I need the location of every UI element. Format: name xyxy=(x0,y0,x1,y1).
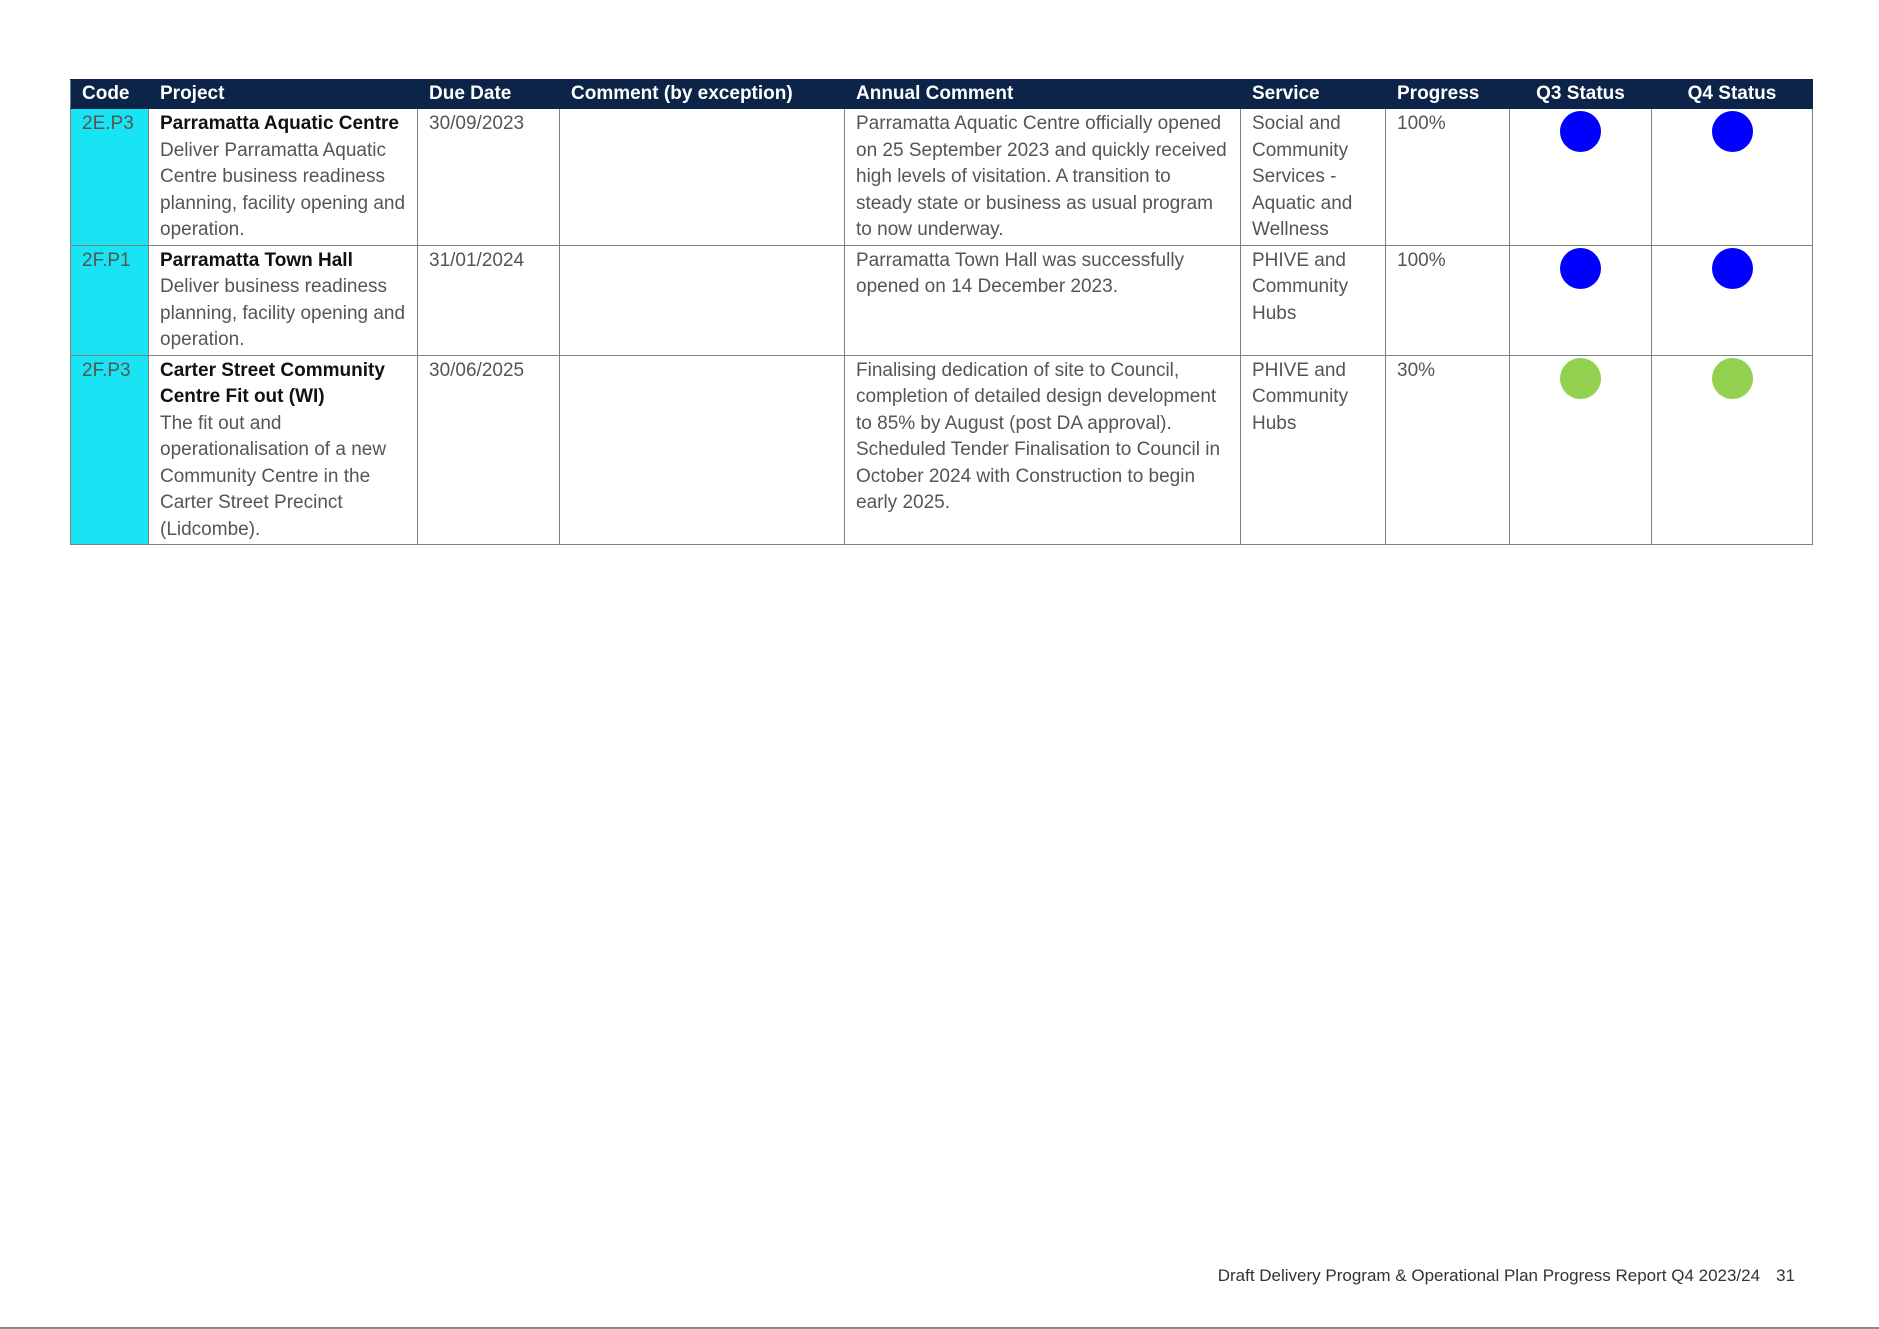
q3-status-dot-icon xyxy=(1560,248,1601,289)
comment-by-exception xyxy=(560,245,845,355)
project-cell xyxy=(149,355,418,545)
table-row xyxy=(71,355,1813,545)
due-date: 30/09/2023 xyxy=(418,109,560,246)
header-q3-status: Q3 Status xyxy=(1510,80,1652,109)
due-date: 31/01/2024 xyxy=(418,245,560,355)
project-description: Deliver business readiness planning, facility opening and operation. xyxy=(160,276,406,350)
header-code: Code xyxy=(71,80,149,109)
q3-status-cell xyxy=(1510,109,1652,246)
annual-comment: Parramatta Aquatic Centre officially opened on 25 September 2023 and quickly received high levels of visitation. A transition to steady state or business as usual program to now underway. xyxy=(845,109,1241,246)
q4-status-cell xyxy=(1652,109,1813,246)
project-title: Carter Street Community Centre Fit out (WI) xyxy=(160,359,385,407)
header-due-date: Due Date xyxy=(418,80,560,109)
comment-by-exception xyxy=(560,109,845,246)
q4-status-dot-icon xyxy=(1712,111,1753,152)
service: PHIVE and Community Hubs xyxy=(1241,245,1386,355)
progress: 100% xyxy=(1386,109,1510,246)
comment-by-exception xyxy=(560,355,845,545)
q4-status-cell xyxy=(1652,245,1813,355)
project-cell xyxy=(149,109,418,246)
due-date: 30/06/2025 xyxy=(418,355,560,545)
header-annual-comment: Annual Comment xyxy=(845,80,1241,109)
progress: 100% xyxy=(1386,245,1510,355)
header-progress: Progress xyxy=(1386,80,1510,109)
annual-comment: Finalising dedication of site to Council, completion of detailed design development to 85% by August (post DA approval). Scheduled Tender Finalisation to Council in October 2024 with Construction to begin early 2025. xyxy=(845,355,1241,545)
page-number: 31 xyxy=(1776,1266,1795,1285)
project-code: 2F.P1 xyxy=(71,245,149,355)
q4-status-dot-icon xyxy=(1712,248,1753,289)
header-q4-status: Q4 Status xyxy=(1652,80,1813,109)
table-header-row xyxy=(71,80,1813,109)
page-footer xyxy=(1218,1266,1795,1286)
q3-status-dot-icon xyxy=(1560,358,1601,399)
project-code: 2E.P3 xyxy=(71,109,149,246)
q4-status-cell xyxy=(1652,355,1813,545)
project-title: Parramatta Aquatic Centre xyxy=(160,113,399,134)
q3-status-cell xyxy=(1510,245,1652,355)
project-status-table xyxy=(70,79,1813,545)
annual-comment: Parramatta Town Hall was successfully opened on 14 December 2023. xyxy=(845,245,1241,355)
service: Social and Community Services - Aquatic and Wellness xyxy=(1241,109,1386,246)
header-project: Project xyxy=(149,80,418,109)
project-description: The fit out and operationalisation of a new Community Centre in the Carter Street Precinct (Lidcombe). xyxy=(160,412,387,540)
q3-status-dot-icon xyxy=(1560,111,1601,152)
header-service: Service xyxy=(1241,80,1386,109)
table-row xyxy=(71,109,1813,246)
project-code: 2F.P3 xyxy=(71,355,149,545)
project-description: Deliver Parramatta Aquatic Centre business readiness planning, facility opening and operation. xyxy=(160,139,406,240)
q3-status-cell xyxy=(1510,355,1652,545)
q4-status-dot-icon xyxy=(1712,358,1753,399)
table-row xyxy=(71,245,1813,355)
header-comment: Comment (by exception) xyxy=(560,80,845,109)
project-cell xyxy=(149,245,418,355)
project-title: Parramatta Town Hall xyxy=(160,249,353,271)
report-title: Draft Delivery Program & Operational Plan Progress Report Q4 2023/24 xyxy=(1217,1266,1761,1285)
progress: 30% xyxy=(1386,355,1510,545)
service: PHIVE and Community Hubs xyxy=(1241,355,1386,545)
